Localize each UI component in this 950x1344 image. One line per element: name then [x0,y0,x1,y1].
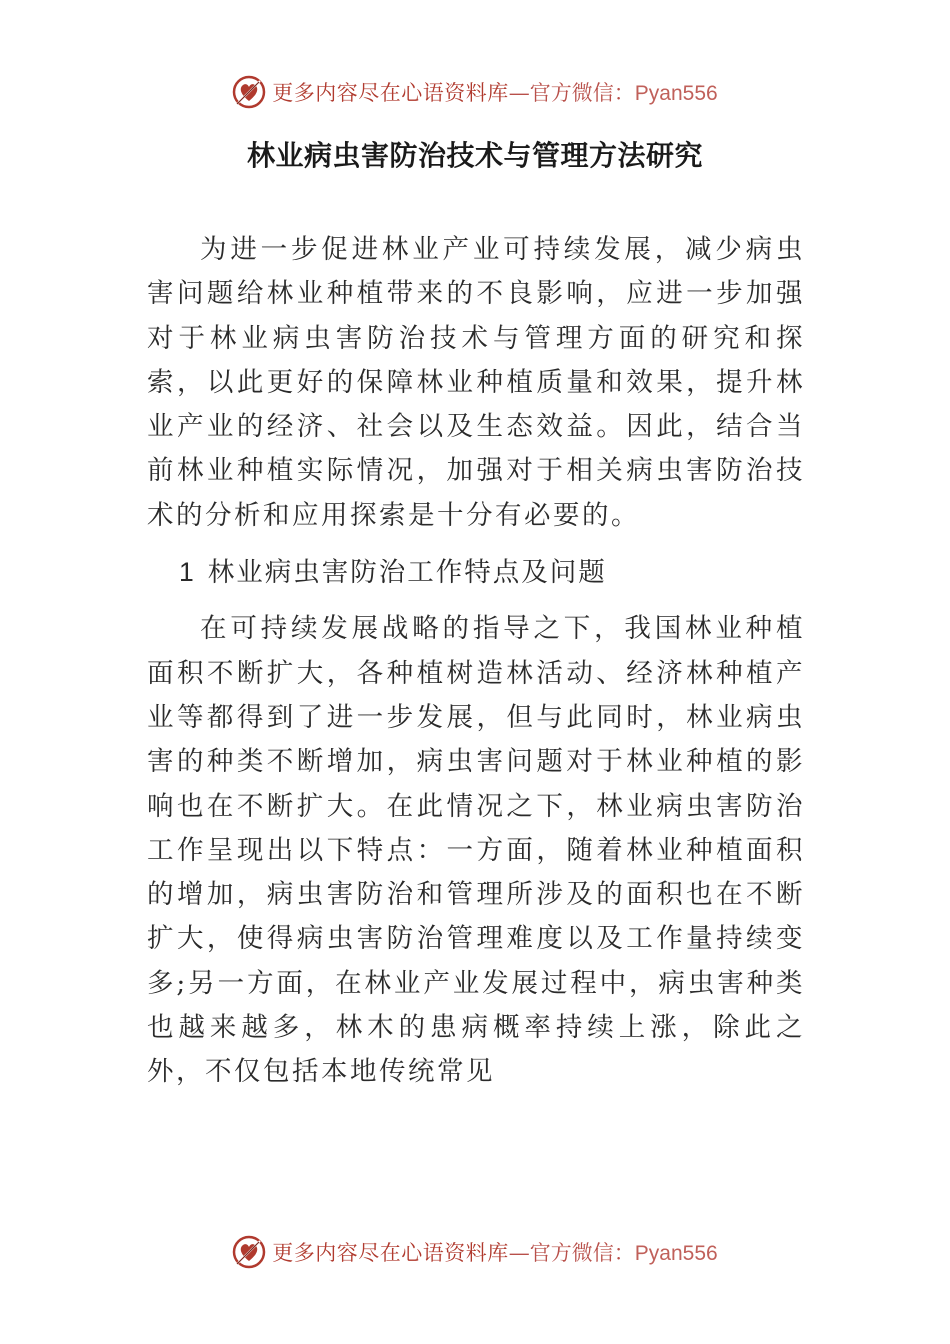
wechat-id: Pyan556 [634,82,718,105]
heart-logo-icon [232,75,266,109]
document-title: 林业病虫害防治技术与管理方法研究 [246,139,703,172]
contact-prefix: —官方微信： [508,81,635,105]
section-paragraph: 在可持续发展战略的指导之下，我国林业种植面积不断扩大，各种植树造林活动、经济林种植产业等都得到了进一步发展，但与此同时，林业病虫害的种类不断增加，病虫害问题对于林业种植的影响也在不断扩大。在此情况之下，林业病虫害防治工作呈现出以下特点：一方面，随着林业种植面积的增加，病虫害防治和管理所涉及的面积也在不断扩大，使得病虫害防治管理难度以及工作量持续变多;另一方面，在林业产业发展过程中，病虫害种类也越来越多，林木的患病概率持续上涨，除此之外，不仅包括本地传统常见 [147,613,805,1088]
intro-paragraph: 为进一步促进林业产业可持续发展，减少病虫害问题给林业种植带来的不良影响，应进一步加强对于林业病虫害防治技术与管理方面的研究和探索，以此更好的保障林业种植质量和效果，提升林业产业的经济、社会以及生态效益。因此，结合当前林业种植实际情况，加强对于相关病虫害防治技术的分析和应用探索是十分有必要的。 [147,234,805,531]
banner-text: 更多内容尽在心语资料库 [272,1241,509,1265]
document-body [147,228,805,1095]
contact-prefix: —官方微信： [508,1241,635,1265]
wechat-id: Pyan556 [634,1242,718,1265]
section-heading [147,550,805,595]
banner-contact [509,1237,718,1267]
section-title: 林业病虫害防治工作特点及问题 [207,557,607,589]
banner-contact [509,77,718,107]
footer-banner [0,1230,950,1274]
header-banner [0,70,950,114]
banner-text: 更多内容尽在心语资料库 [272,81,509,105]
section-number: 1 [179,557,196,588]
heart-logo-icon [232,1235,266,1269]
